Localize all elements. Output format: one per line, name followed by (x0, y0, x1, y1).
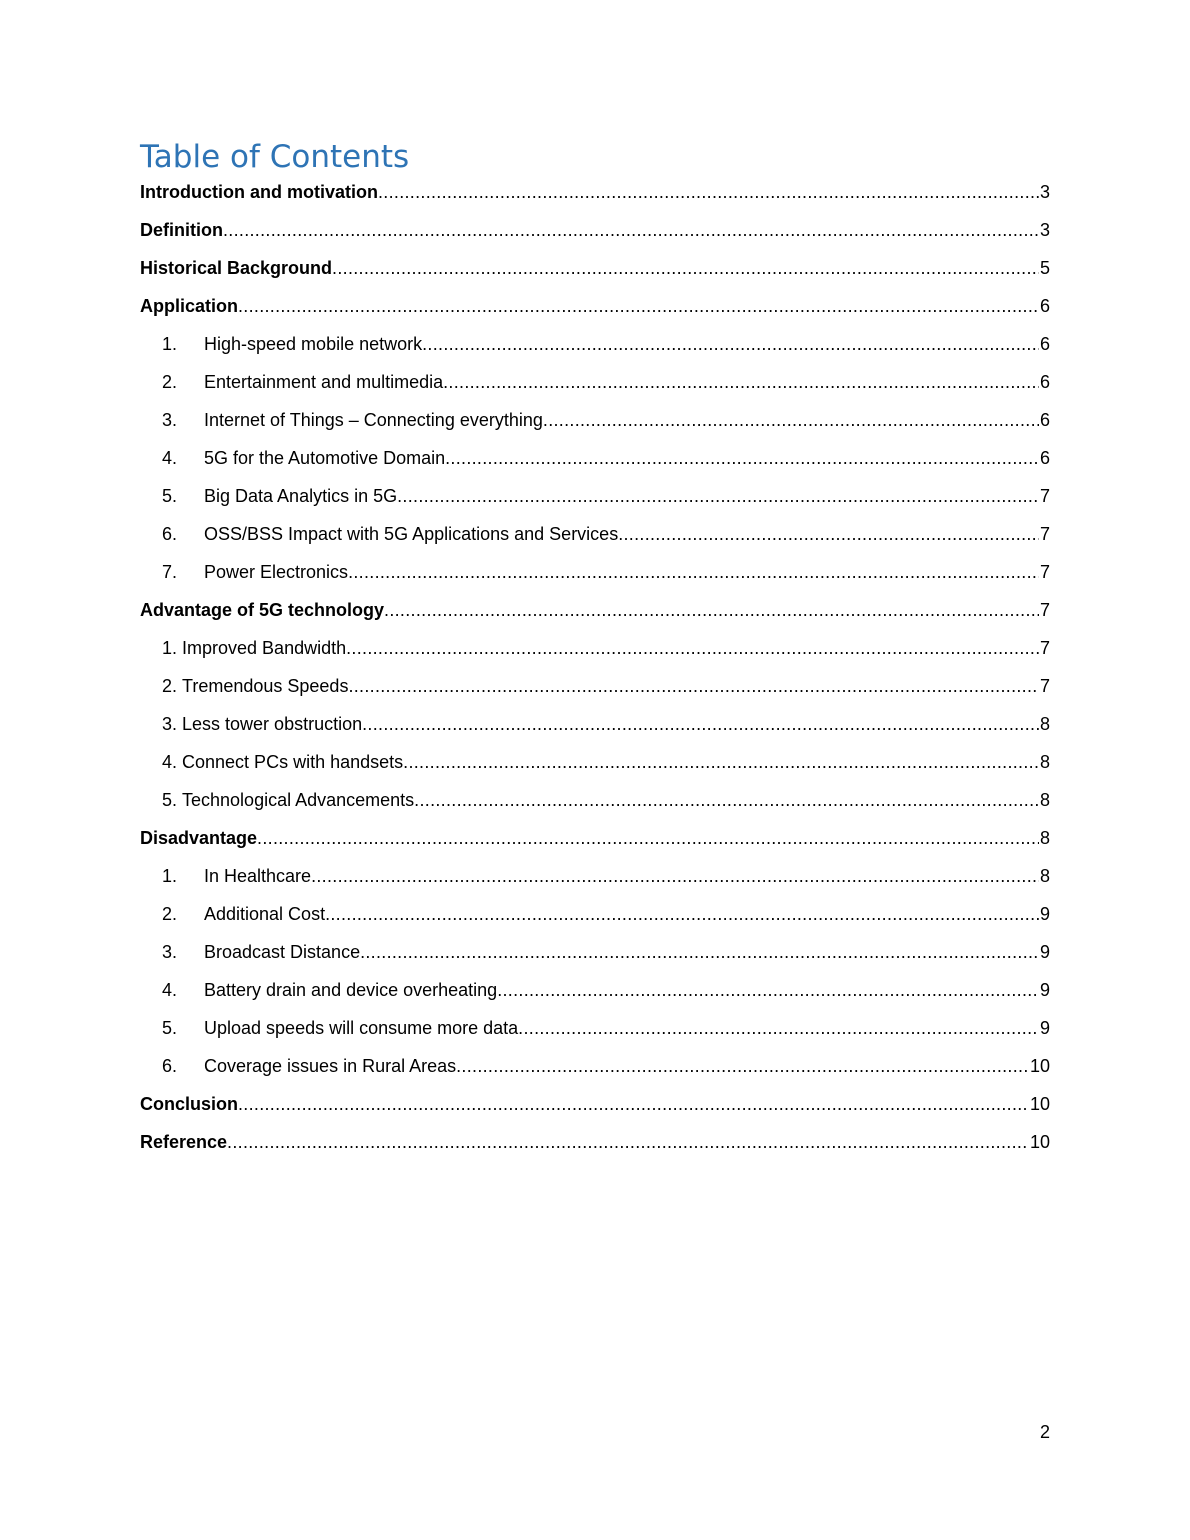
toc-entry-page[interactable]: 7 (1039, 486, 1050, 506)
toc-entry-text[interactable]: Broadcast Distance (204, 942, 361, 962)
toc-entry-number: 1. (162, 866, 178, 886)
toc-entry-page[interactable]: 8 (1039, 714, 1050, 734)
toc-entry-number: 3. (162, 410, 178, 430)
toc-dot-leader (257, 819, 1039, 857)
toc-entry-page[interactable]: 10 (1029, 1056, 1050, 1076)
toc-entry-page[interactable]: 10 (1029, 1094, 1050, 1114)
toc-entry-text[interactable]: Conclusion (140, 1094, 238, 1114)
toc-entry-heading[interactable] (140, 173, 1050, 211)
toc-entry-text[interactable]: Historical Background (140, 258, 333, 278)
toc-list (140, 173, 1050, 1161)
toc-entry-number: 3. (162, 942, 178, 962)
toc-entry-subheading[interactable] (140, 439, 1050, 477)
toc-entry-number: 5. (162, 1018, 178, 1038)
toc-dot-leader (346, 629, 1039, 667)
toc-entry-text[interactable]: Technological Advancements (182, 790, 415, 810)
toc-entry-heading[interactable] (140, 249, 1050, 287)
toc-entry-text[interactable]: 5G for the Automotive Domain (204, 448, 446, 468)
toc-entry-text[interactable]: Coverage issues in Rural Areas (204, 1056, 457, 1076)
toc-entry-subheading[interactable] (140, 895, 1050, 933)
page-number: 2 (1039, 1422, 1050, 1442)
toc-dot-leader (443, 363, 1039, 401)
toc-entry-text[interactable]: Additional Cost (204, 904, 326, 924)
toc-entry-number: 2. (162, 372, 178, 392)
toc-entry-heading[interactable] (140, 819, 1050, 857)
toc-dot-leader (618, 515, 1039, 553)
toc-entry-page[interactable]: 7 (1039, 600, 1050, 620)
toc-entry-text[interactable]: High-speed mobile network (204, 334, 423, 354)
toc-entry-text[interactable]: Introduction and motivation (140, 182, 378, 202)
toc-entry-text[interactable]: Less tower obstruction (182, 714, 363, 734)
toc-entry-number: 4. (162, 980, 178, 1000)
toc-entry-text[interactable]: Reference (140, 1132, 228, 1152)
toc-entry-subheading[interactable] (140, 667, 1050, 705)
toc-entry-heading[interactable] (140, 591, 1050, 629)
toc-entry-page[interactable]: 8 (1039, 828, 1050, 848)
toc-entry-subheading[interactable] (140, 743, 1050, 781)
toc-dot-leader (311, 857, 1039, 895)
toc-dot-leader (238, 287, 1039, 325)
toc-title: Table of Contents (140, 139, 410, 175)
toc-entry-subheading[interactable] (140, 1009, 1050, 1047)
toc-dot-leader (360, 933, 1039, 971)
toc-entry-number: 7. (162, 562, 178, 582)
toc-entry-text[interactable]: Application (140, 296, 238, 316)
toc-entry-page[interactable]: 9 (1039, 1018, 1050, 1038)
toc-entry-page[interactable]: 8 (1039, 866, 1050, 886)
toc-entry-text[interactable]: Tremendous Speeds (182, 676, 349, 696)
toc-entry-text[interactable]: OSS/BSS Impact with 5G Applications and Services (204, 524, 619, 544)
toc-entry-page[interactable]: 6 (1039, 410, 1050, 430)
toc-dot-leader (238, 1085, 1029, 1123)
toc-entry-number: 6. (162, 1056, 178, 1076)
toc-entry-number: 2. (162, 676, 178, 696)
toc-dot-leader (325, 895, 1039, 933)
toc-entry-text[interactable]: In Healthcare (204, 866, 312, 886)
toc-entry-heading[interactable] (140, 287, 1050, 325)
toc-entry-subheading[interactable] (140, 971, 1050, 1009)
toc-entry-text[interactable]: Advantage of 5G technology (140, 600, 385, 620)
toc-entry-subheading[interactable] (140, 401, 1050, 439)
toc-entry-number: 4. (162, 448, 178, 468)
toc-dot-leader (378, 173, 1039, 211)
toc-entry-number: 2. (162, 904, 178, 924)
toc-entry-number: 5. (162, 790, 178, 810)
toc-dot-leader (348, 553, 1039, 591)
toc-entry-page[interactable]: 9 (1039, 904, 1050, 924)
toc-entry-text[interactable]: Power Electronics (204, 562, 349, 582)
toc-entry-number: 6. (162, 524, 178, 544)
toc-entry-subheading[interactable] (140, 325, 1050, 363)
toc-dot-leader (332, 249, 1039, 287)
toc-dot-leader (497, 971, 1039, 1009)
toc-entry-page[interactable]: 6 (1039, 296, 1050, 316)
toc-dot-leader (445, 439, 1039, 477)
toc-entry-page[interactable]: 10 (1029, 1132, 1050, 1152)
toc-entry-subheading[interactable] (140, 1047, 1050, 1085)
toc-entry-page[interactable]: 5 (1039, 258, 1050, 278)
toc-entry-text[interactable]: Upload speeds will consume more data (204, 1018, 519, 1038)
toc-entry-subheading[interactable] (140, 933, 1050, 971)
toc-entry-subheading[interactable] (140, 781, 1050, 819)
toc-entry-number: 1. (162, 334, 178, 354)
toc-entry-page[interactable]: 7 (1039, 524, 1050, 544)
toc-entry-page[interactable]: 6 (1039, 448, 1050, 468)
toc-dot-leader (403, 743, 1039, 781)
toc-entry-number: 5. (162, 486, 178, 506)
toc-entry-number: 1. (162, 638, 178, 658)
toc-entry-number: 4. (162, 752, 178, 772)
toc-entry-page[interactable]: 3 (1039, 220, 1050, 240)
toc-entry-page[interactable]: 7 (1039, 638, 1050, 658)
toc-entry-subheading[interactable] (140, 477, 1050, 515)
toc-entry-subheading[interactable] (140, 705, 1050, 743)
toc-entry-text[interactable]: Big Data Analytics in 5G (204, 486, 398, 506)
toc-entry-page[interactable]: 7 (1039, 562, 1050, 582)
toc-dot-leader (397, 477, 1039, 515)
toc-entry-text[interactable]: Disadvantage (140, 828, 258, 848)
toc-entry-text[interactable]: Battery drain and device overheating (204, 980, 498, 1000)
toc-entry-page[interactable]: 6 (1039, 334, 1050, 354)
toc-entry-page[interactable]: 9 (1039, 980, 1050, 1000)
toc-dot-leader (362, 705, 1039, 743)
toc-entry-page[interactable]: 7 (1039, 676, 1050, 696)
toc-entry-page[interactable]: 6 (1039, 372, 1050, 392)
toc-entry-page[interactable]: 3 (1039, 182, 1050, 202)
toc-entry-heading[interactable] (140, 1085, 1050, 1123)
toc-entry-number: 3. (162, 714, 178, 734)
toc-entry-page[interactable]: 8 (1039, 790, 1050, 810)
toc-entry-text[interactable]: Improved Bandwidth (182, 638, 347, 658)
toc-entry-subheading[interactable] (140, 553, 1050, 591)
toc-dot-leader (223, 211, 1039, 249)
toc-dot-leader (518, 1009, 1039, 1047)
toc-entry-page[interactable]: 9 (1039, 942, 1050, 962)
toc-entry-subheading[interactable] (140, 515, 1050, 553)
toc-dot-leader (422, 325, 1039, 363)
toc-entry-page[interactable]: 8 (1039, 752, 1050, 772)
toc-dot-leader (456, 1047, 1029, 1085)
toc-dot-leader (384, 591, 1039, 629)
toc-dot-leader (414, 781, 1039, 819)
toc-entry-heading[interactable] (140, 211, 1050, 249)
toc-entry-text[interactable]: Definition (140, 220, 223, 240)
toc-entry-text[interactable]: Internet of Things – Connecting everything (204, 410, 543, 430)
toc-entry-subheading[interactable] (140, 857, 1050, 895)
toc-entry-subheading[interactable] (140, 363, 1050, 401)
toc-entry-subheading[interactable] (140, 629, 1050, 667)
toc-dot-leader (543, 401, 1039, 439)
toc-entry-text[interactable]: Entertainment and multimedia (204, 372, 444, 392)
toc-dot-leader (227, 1123, 1029, 1161)
toc-dot-leader (348, 667, 1039, 705)
toc-entry-heading[interactable] (140, 1123, 1050, 1161)
toc-entry-text[interactable]: Connect PCs with handsets (182, 752, 404, 772)
